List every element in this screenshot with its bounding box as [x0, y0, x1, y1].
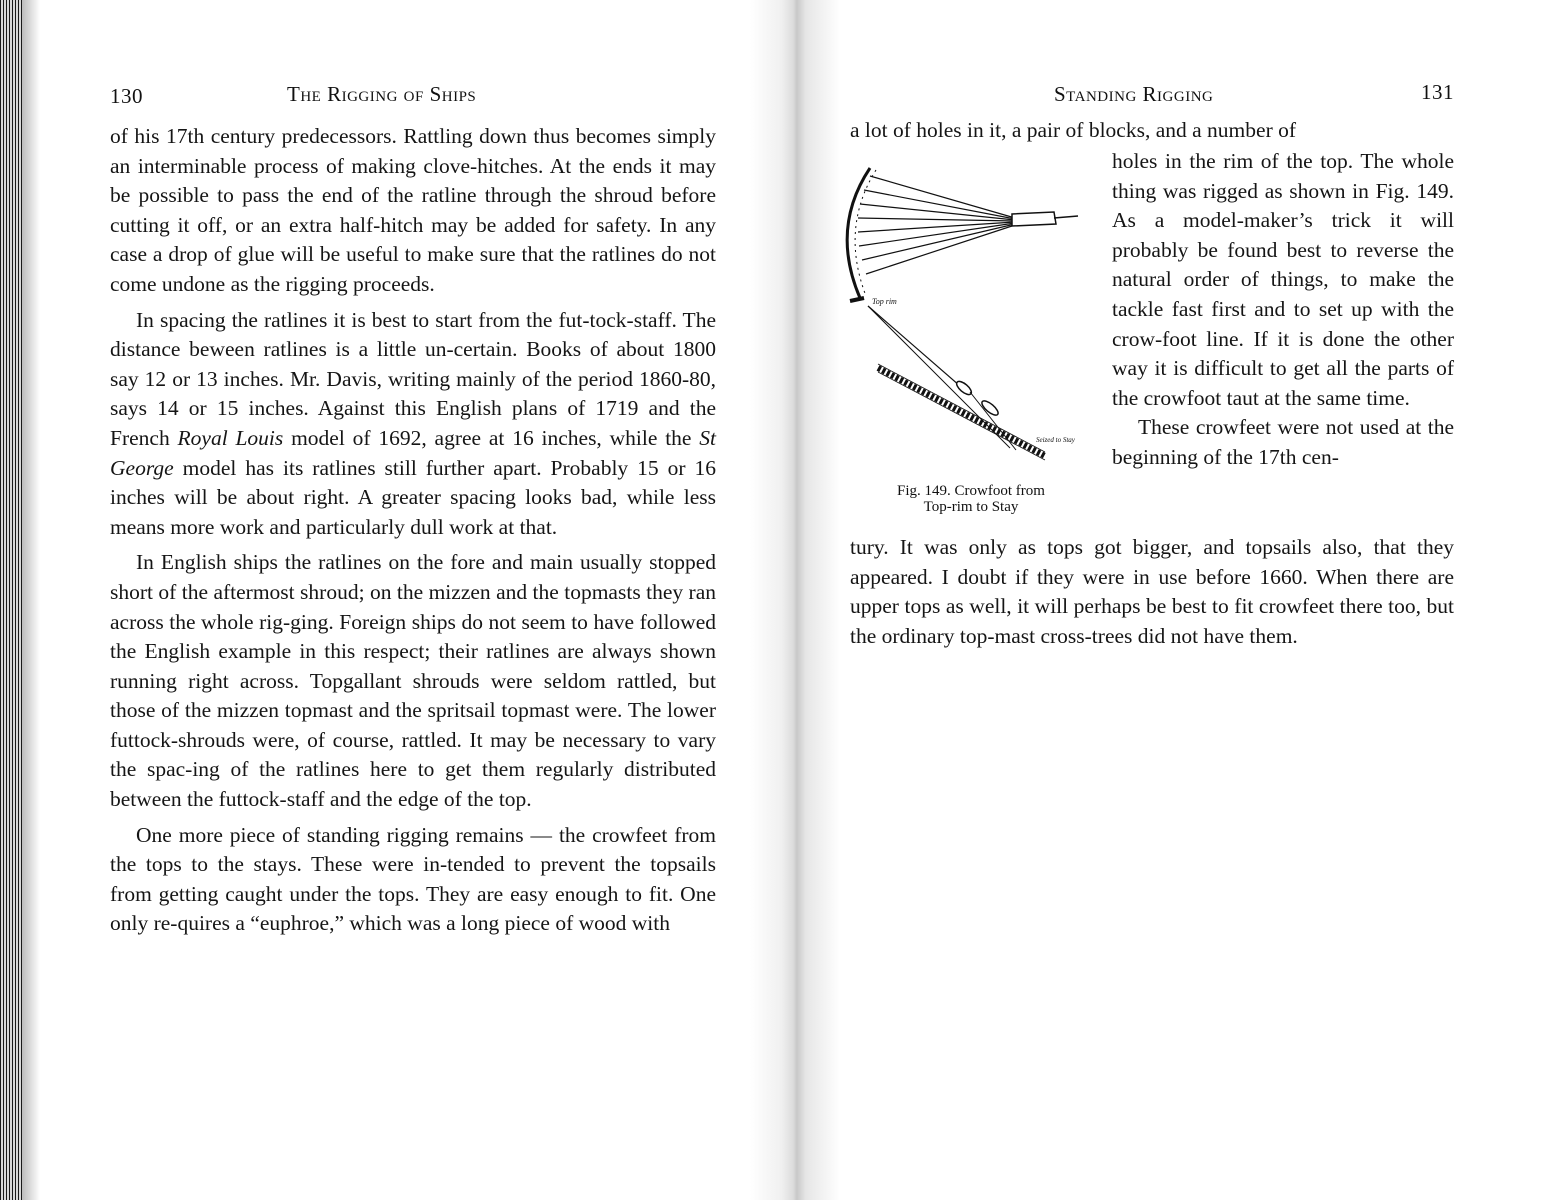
paragraph-3: In English ships the ratlines on the fore and main usually stopped short of the aftermost shroud; on the mizzen and the topmasts they ran across the whole rig-ging. Foreign ships do not seem to have followed the English example in this respect; their ratlines are always shown running right across. Topgallant shrouds were seldom rattled, but those of the mizzen topmast and the spritsail topmast were. The lower futtock-shrouds were, of course, rattled. It may be necessary to vary the spac-ing of the ratlines here to get them regularly distributed between the futtock-staff and the edge of the top.	[110, 550, 716, 812]
paragraph-2	[110, 306, 716, 543]
ship-name-royal-louis: Royal Louis	[177, 425, 284, 450]
running-head-right: Standing Rigging	[1054, 82, 1214, 106]
euphroe-line	[1054, 216, 1078, 218]
right-wrap-column	[1112, 147, 1454, 473]
euphroe-block	[1012, 212, 1056, 226]
paragraph-1: of his 17th century predecessors. Rattling down thus becomes simply an interminable process of making clove-hitches. At the ends it may be possible to pass the end of the ratline through the shroud before cutting it off, or an extra half-hitch may be added for safety. In any case a drop of glue will be useful to make sure that the ratlines do not come undone as the rigging proceeds.	[110, 124, 716, 296]
figure-caption	[858, 483, 1084, 515]
wrap-paragraph: holes in the rim of the top. The whole thing was rigged as shown in Fig. 149. As a model-maker’s trick it will probably be found best to reverse the natural order of things, to make the tackle fast first and to set up with the crow-foot line. If it is done the other way it is difficult to get all the parts of the crowfoot taut at the same time.	[1112, 149, 1454, 410]
paragraph-2-text-c: model has its ratlines still further apart. Probably 15 or 16 inches will be about right. A greater spacing looks bad, while less means more work and particularly dull work at that.	[110, 455, 716, 539]
label-top-rim: Top rim	[872, 297, 897, 306]
page-number-right: 131	[1421, 80, 1454, 104]
paragraph-2-text-a: In spacing the ratlines it is best to start from the fut-tock-staff. The distance beween ratlines is a little un-certain. Books of about 1800 say 12 or 13 inches. Mr. Davis, writing mainly of the period 1860-80, says 14 or 15 inches. Against this English plans of 1719 and the French	[110, 307, 716, 450]
right-bottom-paragraph: tury. It was only as tops got bigger, and topsails also, that they appeared. I doubt if they were in use before 1660. When there are upper tops as well, it will perhaps be best to fit crowfeet there too, but the ordinary top-mast cross-trees did not have them.	[850, 535, 1454, 648]
paragraph-4: One more piece of standing rigging remains — the crowfeet from the tops to the stays. These were in-tended to prevent the topsails from getting caught under the tops. They are easy enough to fit. One only re-quires a “euphroe,” which was a long piece of wood with	[110, 822, 716, 936]
left-body-text	[110, 122, 716, 939]
crowfoot-lines	[858, 176, 1015, 274]
ship-name-st-george: St George	[110, 425, 716, 480]
right-first-line: a lot of holes in it, a pair of blocks, and a number of	[850, 118, 1297, 142]
left-page	[0, 0, 760, 1200]
wrap-paragraph-2: These crowfeet were not used at the beginning of the 17th cen-	[1112, 415, 1454, 469]
right-page	[790, 0, 1552, 1200]
top-rim-small	[850, 298, 864, 301]
running-head-left: The Rigging of Ships	[287, 82, 477, 106]
caption-line-2: Top-rim to Stay	[923, 499, 1019, 515]
crowfoot-figure	[840, 148, 1100, 478]
page-number-left: 130	[110, 84, 143, 108]
label-seized-to-stay: Seized to Stay	[1036, 436, 1075, 444]
paragraph-2-text-b: model of 1692, agree at 16 inches, while the	[283, 425, 700, 450]
block-upper	[955, 379, 974, 397]
caption-line-1: Fig. 149. Crowfoot from	[897, 483, 1045, 499]
